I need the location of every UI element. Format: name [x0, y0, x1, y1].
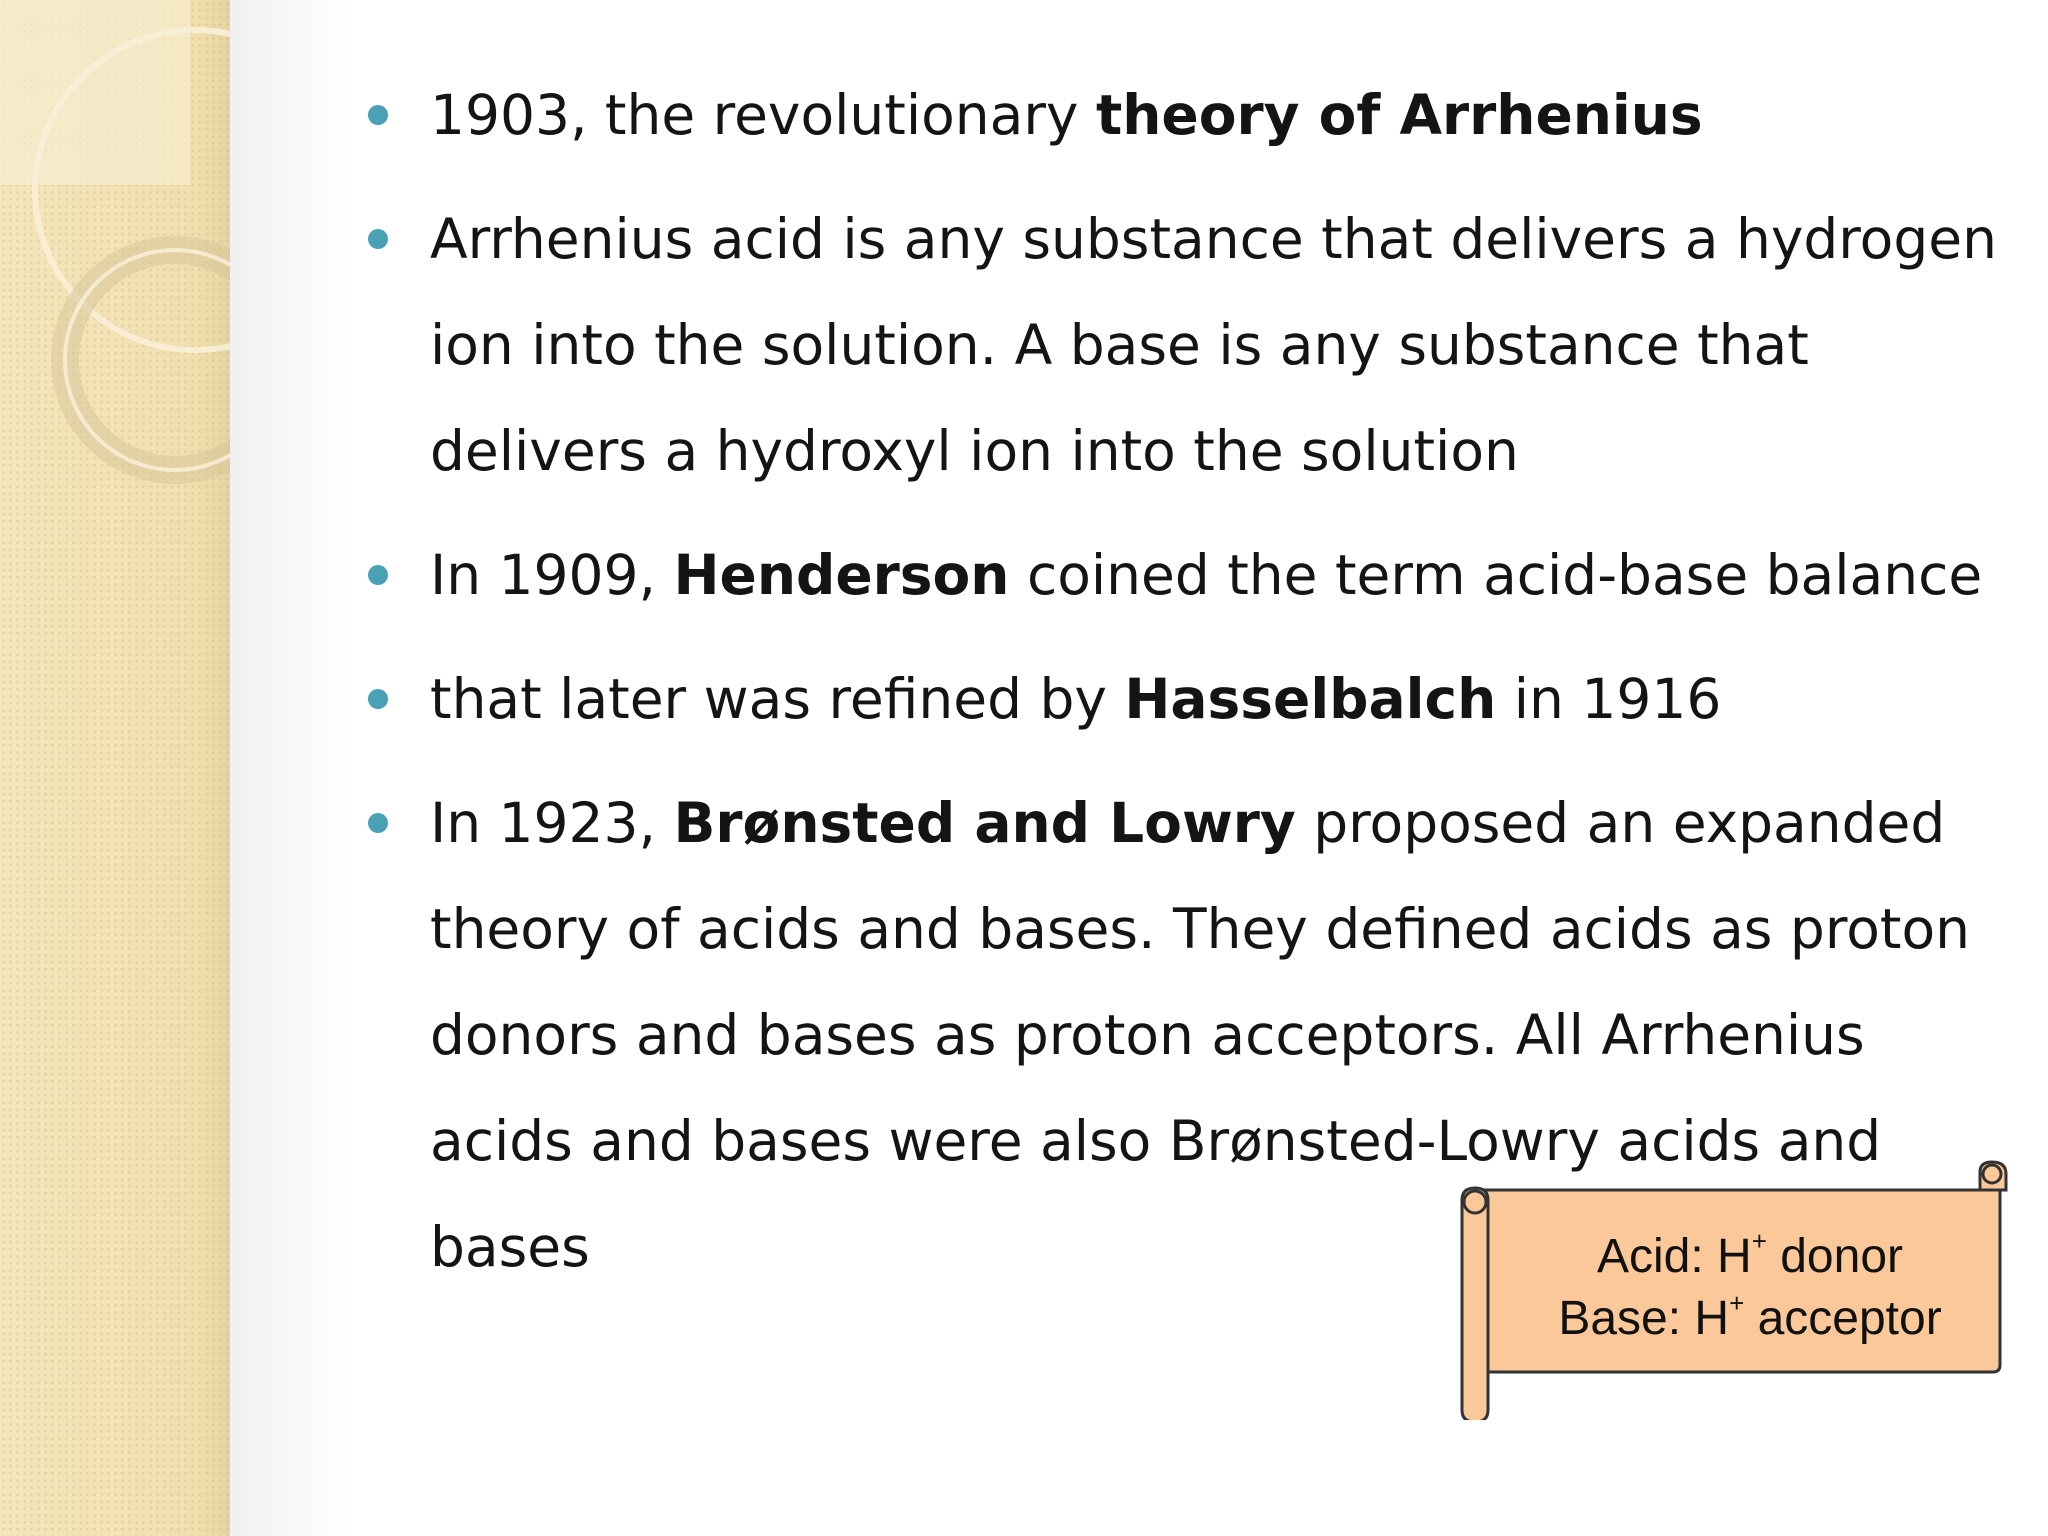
callout-line2-pre: Base: H: [1558, 1292, 1730, 1345]
bullet-item-arrhenius-definition: [360, 186, 2000, 504]
bullet-item-henderson: [360, 522, 2000, 628]
callout-line2-sup: +: [1729, 1288, 1745, 1318]
bullet-bold-text: Brønsted and Lowry: [673, 791, 1296, 855]
callout-line2-post: acceptor: [1744, 1292, 1942, 1345]
callout-text: [1500, 1226, 2000, 1350]
bullet-text: 1903, the revolutionary: [430, 83, 1096, 147]
callout-scroll: [1440, 1160, 2010, 1420]
callout-line1-sup: +: [1751, 1226, 1767, 1256]
bullet-text-post: in 1916: [1496, 667, 1722, 731]
bullet-item-hasselbalch: [360, 646, 2000, 752]
bullet-text-post: proposed an expanded theory of acids and bases. They defined acids as proton donors and bases as proton acceptors. All Arrhenius acids and bases were also Brønsted-Lowry acids and bases: [430, 791, 1970, 1279]
bullet-dot-icon: [368, 105, 388, 125]
bullet-dot-icon: [368, 813, 388, 833]
bullet-list: [360, 62, 2000, 1318]
strip-shadow: [230, 0, 350, 1536]
decorative-side-strip: [0, 0, 230, 1536]
bullet-dot-icon: [368, 689, 388, 709]
callout-line-acid: [1500, 1226, 2000, 1288]
bullet-text: Arrhenius acid is any substance that delivers a hydrogen ion into the solution. A base is any substance that delivers a hydroxyl ion into the solution: [430, 207, 1997, 483]
bullet-dot-icon: [368, 229, 388, 249]
bullet-text: that later was refined by: [430, 667, 1125, 731]
bullet-text-post: coined the term acid-base balance: [1009, 543, 1983, 607]
bullet-dot-icon: [368, 565, 388, 585]
bullet-bold-text: Henderson: [673, 543, 1010, 607]
bullet-text: In 1909,: [430, 543, 674, 607]
callout-line1-post: donor: [1766, 1230, 1903, 1283]
callout-line-base: [1500, 1288, 2000, 1350]
bullet-item-arrhenius-theory: [360, 62, 2000, 168]
bullet-bold-text: theory of Arrhenius: [1095, 83, 1703, 147]
bullet-text: In 1923,: [430, 791, 674, 855]
callout-line1-pre: Acid: H: [1596, 1230, 1752, 1283]
bullet-bold-text: Hasselbalch: [1124, 667, 1497, 731]
decorative-rings: [0, 0, 230, 520]
